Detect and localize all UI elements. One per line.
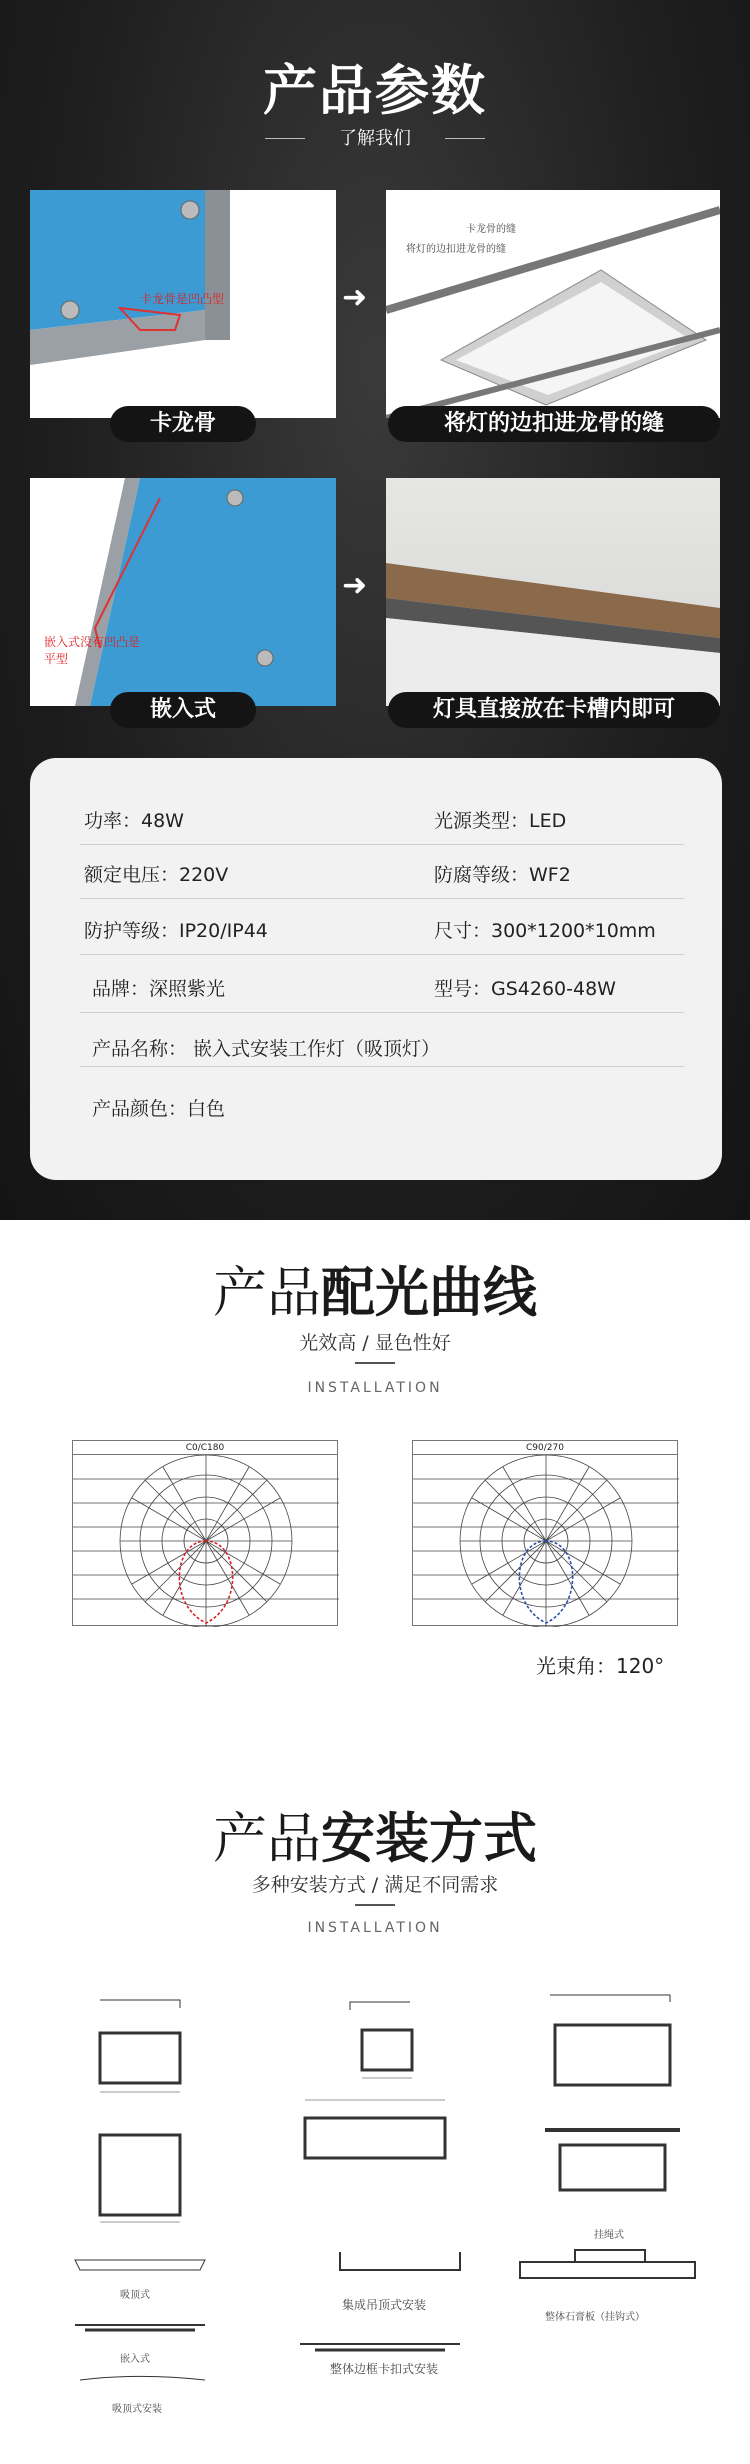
caption-edge: 将灯的边扣进龙骨的缝 [388, 406, 720, 442]
install-diagrams [0, 1980, 750, 2420]
chart-label: C90/270 [413, 1441, 677, 1455]
keel-note: 卡龙骨是凹凸型 [140, 292, 225, 306]
spec-power: 功率：48W [84, 810, 184, 832]
params-subtitle: 了解我们 [339, 128, 411, 149]
caption-embedded: 嵌入式 [110, 692, 256, 728]
photo-keel-diagram [386, 190, 720, 418]
keel-seam-note: 卡龙骨的缝 [466, 224, 516, 235]
install-title: 产品安装方式 [213, 1807, 537, 1870]
install-integrated-label: 集成吊顶式安装 [342, 2298, 427, 2312]
photo-embedded-corner [30, 478, 336, 706]
install-bar [355, 1904, 395, 1906]
divider-right [445, 138, 485, 139]
chart-label: C0/C180 [73, 1441, 337, 1455]
spec-divider [80, 844, 684, 845]
edge-note: 将灯的边扣进龙骨的缝 [406, 244, 506, 255]
polar-chart-c0 [72, 1440, 338, 1626]
photo-keel-corner [30, 190, 336, 418]
curve-bar [355, 1362, 395, 1364]
spec-color: 产品颜色：白色 [92, 1098, 226, 1120]
arrow-right-icon: ➜ [342, 568, 368, 603]
embedded-note: 嵌入式没有凹凸是平型 [44, 635, 141, 666]
spec-protection: 防护等级：IP20/IP44 [84, 920, 268, 942]
curve-en: INSTALLATION [307, 1380, 443, 1396]
curve-title: 产品配光曲线 [213, 1261, 537, 1324]
curve-subtitle: 光效高 / 显色性好 [299, 1332, 451, 1354]
spec-divider [80, 1066, 684, 1067]
install-subtitle: 多种安装方式 / 满足不同需求 [251, 1874, 499, 1896]
install-frame-label: 整体边框卡扣式安装 [330, 2362, 439, 2376]
install-en: INSTALLATION [307, 1920, 443, 1936]
spec-voltage: 额定电压：220V [84, 864, 229, 886]
caption-installed: 灯具直接放在卡槽内即可 [388, 692, 720, 728]
install-ceiling2-label: 吸顶式安装 [112, 2404, 162, 2415]
params-title: 产品参数 [263, 59, 487, 122]
spec-brand: 品牌：深照紫光 [92, 978, 226, 1000]
caption-keel: 卡龙骨 [110, 406, 256, 442]
beam-angle: 光束角：120° [536, 1654, 665, 1678]
polar-chart-c90 [412, 1440, 678, 1626]
spec-name: 产品名称： 嵌入式安装工作灯（吸顶灯） [92, 1038, 441, 1060]
spec-anticorrosion: 防腐等级：WF2 [434, 864, 571, 886]
spec-model: 型号：GS4260-48W [434, 978, 616, 1000]
install-embedded-label: 嵌入式 [120, 2354, 150, 2365]
arrow-right-icon: ➜ [342, 280, 368, 315]
install-hanging-label: 挂绳式 [594, 2230, 624, 2241]
spec-divider [80, 898, 684, 899]
photo-installed [386, 478, 720, 706]
spec-light-source: 光源类型：LED [434, 810, 567, 832]
spec-divider [80, 1012, 684, 1013]
spec-divider [80, 954, 684, 955]
install-gypsum-label: 整体石膏板（挂钩式） [545, 2312, 645, 2323]
install-ceiling-label: 吸顶式 [120, 2290, 150, 2301]
spec-size: 尺寸：300*1200*10mm [434, 920, 656, 942]
